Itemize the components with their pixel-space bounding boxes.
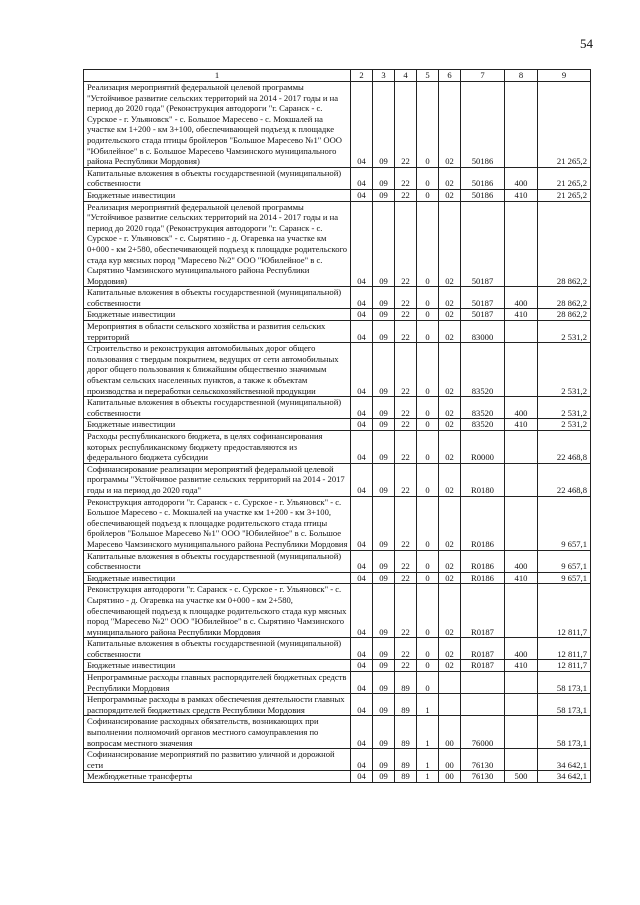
cell-code-3: 09 <box>373 584 395 638</box>
row-description: Софинансирование расходных обязательств, возникающих при выполнении полномочий органов местного самоуправления по вопросам местного значения <box>84 716 351 749</box>
cell-code-6: 02 <box>439 167 461 189</box>
row-description: Бюджетные инвестиции <box>84 660 351 672</box>
cell-code-5: 0 <box>417 550 439 572</box>
header-row <box>84 70 591 82</box>
cell-amount: 28 862,2 <box>538 287 591 309</box>
cell-code-6: 02 <box>439 343 461 397</box>
cell-code-7: R0187 <box>461 584 505 638</box>
cell-code-2: 04 <box>351 660 373 672</box>
cell-code-6: 02 <box>439 419 461 431</box>
cell-amount: 22 468,8 <box>538 431 591 464</box>
cell-code-3: 09 <box>373 309 395 321</box>
table-row <box>84 189 591 201</box>
cell-code-2: 04 <box>351 550 373 572</box>
cell-code-8: 400 <box>505 638 538 660</box>
cell-code-7: R0180 <box>461 463 505 496</box>
cell-code-6: 02 <box>439 431 461 464</box>
cell-code-8 <box>505 496 538 550</box>
cell-code-7: R0187 <box>461 660 505 672</box>
cell-code-8 <box>505 694 538 716</box>
table-row <box>84 584 591 638</box>
cell-code-7: R0000 <box>461 431 505 464</box>
cell-code-4: 89 <box>395 672 417 694</box>
cell-code-2: 04 <box>351 771 373 783</box>
cell-code-2: 04 <box>351 419 373 431</box>
cell-code-3: 09 <box>373 496 395 550</box>
cell-code-3: 09 <box>373 343 395 397</box>
row-description: Капитальные вложения в объекты государственной (муниципальной) собственности <box>84 397 351 419</box>
cell-code-3: 09 <box>373 431 395 464</box>
cell-code-7: R0186 <box>461 550 505 572</box>
cell-amount: 2 531,2 <box>538 343 591 397</box>
cell-code-4: 22 <box>395 431 417 464</box>
cell-code-6: 00 <box>439 749 461 771</box>
cell-code-5: 0 <box>417 496 439 550</box>
cell-code-5: 0 <box>417 584 439 638</box>
budget-table <box>83 69 591 783</box>
cell-code-5: 1 <box>417 716 439 749</box>
cell-code-4: 89 <box>395 694 417 716</box>
table-row <box>84 694 591 716</box>
row-description: Бюджетные инвестиции <box>84 189 351 201</box>
cell-code-2: 04 <box>351 584 373 638</box>
cell-code-7: R0187 <box>461 638 505 660</box>
cell-code-2: 04 <box>351 638 373 660</box>
cell-code-8 <box>505 82 538 168</box>
cell-code-7: 76130 <box>461 749 505 771</box>
cell-code-5: 0 <box>417 463 439 496</box>
cell-code-4: 22 <box>395 167 417 189</box>
cell-amount: 21 265,2 <box>538 167 591 189</box>
table-row <box>84 309 591 321</box>
cell-amount: 21 265,2 <box>538 82 591 168</box>
cell-code-3: 09 <box>373 419 395 431</box>
row-description: Бюджетные инвестиции <box>84 309 351 321</box>
cell-code-8: 400 <box>505 397 538 419</box>
table-row <box>84 572 591 584</box>
table-row <box>84 321 591 343</box>
cell-code-6 <box>439 672 461 694</box>
cell-code-7 <box>461 672 505 694</box>
cell-code-4: 22 <box>395 321 417 343</box>
cell-code-2: 04 <box>351 716 373 749</box>
cell-code-4: 89 <box>395 771 417 783</box>
row-description: Реализация мероприятий федеральной целевой программы "Устойчивое развитие сельских территорий на 2014 - 2017 годы и на период до 2020 года" (Реконструкция автодороги "г. Саранск - с. Сурское - г. Ульяновск" - с. Сырятино - д. Огаревка на участке км 0+000 - км 2+580, обеспечивающей подъезд к площадке родительского стада кур мясных пород "Маресево №2" ООО "Юбилейное" в с. Сырятино Чамзинского муниципального района Республики Мордовия) <box>84 201 351 287</box>
table-row <box>84 82 591 168</box>
cell-code-2: 04 <box>351 189 373 201</box>
cell-code-8 <box>505 343 538 397</box>
cell-code-8 <box>505 201 538 287</box>
cell-code-8 <box>505 431 538 464</box>
cell-code-3: 09 <box>373 749 395 771</box>
row-description: Непрограммные расходы главных распорядителей бюджетных средств Республики Мордовия <box>84 672 351 694</box>
row-description: Капитальные вложения в объекты государственной (муниципальной) собственности <box>84 287 351 309</box>
cell-code-4: 22 <box>395 660 417 672</box>
cell-code-4: 22 <box>395 189 417 201</box>
cell-code-6: 02 <box>439 189 461 201</box>
cell-code-3: 09 <box>373 397 395 419</box>
cell-amount: 28 862,2 <box>538 201 591 287</box>
cell-code-5: 0 <box>417 672 439 694</box>
row-description: Капитальные вложения в объекты государственной (муниципальной) собственности <box>84 550 351 572</box>
cell-amount: 9 657,1 <box>538 550 591 572</box>
cell-code-2: 04 <box>351 496 373 550</box>
cell-code-5: 0 <box>417 167 439 189</box>
cell-code-4: 22 <box>395 82 417 168</box>
cell-code-7: 83520 <box>461 343 505 397</box>
cell-code-6: 02 <box>439 397 461 419</box>
cell-code-2: 04 <box>351 572 373 584</box>
row-description: Бюджетные инвестиции <box>84 572 351 584</box>
table-row <box>84 496 591 550</box>
cell-amount: 2 531,2 <box>538 397 591 419</box>
header-cell: 8 <box>505 70 538 82</box>
cell-code-6: 02 <box>439 463 461 496</box>
cell-code-6: 02 <box>439 201 461 287</box>
header-cell: 7 <box>461 70 505 82</box>
cell-code-7: R0186 <box>461 572 505 584</box>
cell-code-3: 09 <box>373 201 395 287</box>
row-description: Мероприятия в области сельского хозяйства и развития сельских территорий <box>84 321 351 343</box>
cell-code-5: 0 <box>417 321 439 343</box>
cell-code-3: 09 <box>373 660 395 672</box>
cell-code-2: 04 <box>351 694 373 716</box>
cell-code-7: 76000 <box>461 716 505 749</box>
cell-code-5: 1 <box>417 771 439 783</box>
cell-code-4: 22 <box>395 572 417 584</box>
table-row <box>84 201 591 287</box>
cell-code-4: 89 <box>395 716 417 749</box>
cell-code-6: 00 <box>439 716 461 749</box>
cell-code-8: 400 <box>505 287 538 309</box>
row-description: Реконструкция автодороги "г. Саранск - с. Сурское - г. Ульяновск" - с. Сырятино - д. Огаревка на участке км 0+000 - км 2+580, обеспечивающей подъезд к площадке родительского стада кур мясных пород "Маресево №2" ООО "Юбилейное" в с. Сырятино Чамзинского муниципального района Республики Мордовия <box>84 584 351 638</box>
cell-code-7: 50186 <box>461 189 505 201</box>
cell-code-4: 22 <box>395 463 417 496</box>
cell-amount: 22 468,8 <box>538 463 591 496</box>
cell-code-7: 83520 <box>461 397 505 419</box>
cell-code-8 <box>505 463 538 496</box>
cell-code-6: 02 <box>439 321 461 343</box>
cell-amount: 12 811,7 <box>538 660 591 672</box>
cell-code-2: 04 <box>351 672 373 694</box>
cell-code-5: 0 <box>417 309 439 321</box>
cell-code-2: 04 <box>351 397 373 419</box>
cell-code-5: 1 <box>417 749 439 771</box>
cell-code-2: 04 <box>351 463 373 496</box>
cell-amount: 34 642,1 <box>538 771 591 783</box>
cell-code-3: 09 <box>373 638 395 660</box>
table-row <box>84 167 591 189</box>
cell-amount: 58 173,1 <box>538 716 591 749</box>
cell-code-2: 04 <box>351 287 373 309</box>
cell-code-5: 0 <box>417 201 439 287</box>
table-row <box>84 638 591 660</box>
cell-code-6: 02 <box>439 660 461 672</box>
cell-code-5: 0 <box>417 431 439 464</box>
row-description: Капитальные вложения в объекты государственной (муниципальной) собственности <box>84 167 351 189</box>
cell-code-2: 04 <box>351 201 373 287</box>
cell-code-2: 04 <box>351 309 373 321</box>
table-row <box>84 672 591 694</box>
cell-code-4: 22 <box>395 343 417 397</box>
cell-code-8: 410 <box>505 419 538 431</box>
cell-code-4: 89 <box>395 749 417 771</box>
header-cell: 3 <box>373 70 395 82</box>
cell-code-3: 09 <box>373 771 395 783</box>
header-cell: 5 <box>417 70 439 82</box>
cell-code-6: 02 <box>439 287 461 309</box>
cell-code-4: 22 <box>395 550 417 572</box>
row-description: Непрограммные расходы в рамках обеспечения деятельности главных распорядителей бюджетных средств Республики Мордовия <box>84 694 351 716</box>
cell-code-3: 09 <box>373 672 395 694</box>
cell-code-4: 22 <box>395 201 417 287</box>
table-row <box>84 419 591 431</box>
cell-code-8: 410 <box>505 572 538 584</box>
cell-code-3: 09 <box>373 463 395 496</box>
cell-code-5: 0 <box>417 638 439 660</box>
cell-code-6: 02 <box>439 638 461 660</box>
cell-code-6: 02 <box>439 550 461 572</box>
cell-code-4: 22 <box>395 287 417 309</box>
cell-amount: 12 811,7 <box>538 584 591 638</box>
cell-code-4: 22 <box>395 584 417 638</box>
cell-code-5: 0 <box>417 189 439 201</box>
cell-code-8: 410 <box>505 309 538 321</box>
row-description: Софинансирование мероприятий по развитию уличной и дорожной сети <box>84 749 351 771</box>
cell-code-2: 04 <box>351 82 373 168</box>
cell-code-8: 400 <box>505 167 538 189</box>
cell-code-7: 83000 <box>461 321 505 343</box>
cell-code-7: 50186 <box>461 167 505 189</box>
table-row <box>84 431 591 464</box>
header-cell: 4 <box>395 70 417 82</box>
cell-code-6: 02 <box>439 572 461 584</box>
cell-code-4: 22 <box>395 496 417 550</box>
row-description: Реконструкция автодороги "г. Саранск - с. Сурское - г. Ульяновск" - с. Большое Маресево - с. Мокшалей на участке км 1+200 - км 3+100, обеспечивающей подъезд к площадке родительского стада птицы бройлеров "Большое Маресево №1" ООО "Юбилейное" в с. Большое Маресево Чамзинского муниципального района Республики Мордовия <box>84 496 351 550</box>
row-description: Бюджетные инвестиции <box>84 419 351 431</box>
cell-code-5: 0 <box>417 82 439 168</box>
row-description: Реализация мероприятий федеральной целевой программы "Устойчивое развитие сельских территорий на 2014 - 2017 годы и на период до 2020 года" (Реконструкция автодороги "г. Саранск - с. Сурское - г. Ульяновск" - с. Большое Маресево - с. Мокшалей на участке км 1+200 - км 3+100, обеспечивающей подъезд к площадке родительского стада птицы бройлеров "Большое Маресево №1" ООО "Юбилейное" в с. Большое Маресево Чамзинского муниципального района Республики Мордовия) <box>84 82 351 168</box>
cell-code-6: 02 <box>439 309 461 321</box>
table-row <box>84 397 591 419</box>
table-row <box>84 463 591 496</box>
table-row <box>84 287 591 309</box>
cell-code-8: 500 <box>505 771 538 783</box>
cell-code-8 <box>505 321 538 343</box>
cell-code-5: 1 <box>417 694 439 716</box>
cell-code-4: 22 <box>395 397 417 419</box>
cell-amount: 58 173,1 <box>538 672 591 694</box>
table-row <box>84 660 591 672</box>
cell-code-2: 04 <box>351 167 373 189</box>
cell-code-7: 76130 <box>461 771 505 783</box>
cell-code-7 <box>461 694 505 716</box>
cell-code-3: 09 <box>373 694 395 716</box>
cell-code-8 <box>505 716 538 749</box>
header-cell: 6 <box>439 70 461 82</box>
cell-code-6: 02 <box>439 82 461 168</box>
row-description: Строительство и реконструкция автомобильных дорог общего пользования с твердым покрытием, ведущих от сети автомобильных дорог общего пользования к ближайшим общественно значимым объектам сельских населенных пунктов, а также к объектам производства и переработки сельскохозяйственной продукции <box>84 343 351 397</box>
cell-amount: 28 862,2 <box>538 309 591 321</box>
cell-code-3: 09 <box>373 321 395 343</box>
cell-code-7: 50187 <box>461 287 505 309</box>
cell-amount: 2 531,2 <box>538 419 591 431</box>
cell-amount: 9 657,1 <box>538 496 591 550</box>
cell-code-7: 50187 <box>461 201 505 287</box>
cell-code-6: 00 <box>439 771 461 783</box>
cell-code-8: 400 <box>505 550 538 572</box>
cell-code-5: 0 <box>417 660 439 672</box>
row-description: Межбюджетные трансферты <box>84 771 351 783</box>
cell-amount: 12 811,7 <box>538 638 591 660</box>
table-row <box>84 771 591 783</box>
cell-code-3: 09 <box>373 167 395 189</box>
header-cell: 2 <box>351 70 373 82</box>
cell-amount: 21 265,2 <box>538 189 591 201</box>
cell-code-3: 09 <box>373 189 395 201</box>
cell-amount: 9 657,1 <box>538 572 591 584</box>
row-description: Расходы республиканского бюджета, в целях софинансирования которых республиканскому бюджету предоставляются из федерального бюджета субсидии <box>84 431 351 464</box>
table-row <box>84 716 591 749</box>
cell-code-3: 09 <box>373 287 395 309</box>
cell-code-8 <box>505 749 538 771</box>
cell-code-4: 22 <box>395 638 417 660</box>
cell-code-3: 09 <box>373 82 395 168</box>
table-row <box>84 749 591 771</box>
cell-amount: 34 642,1 <box>538 749 591 771</box>
cell-code-8: 410 <box>505 660 538 672</box>
cell-code-2: 04 <box>351 749 373 771</box>
row-description: Софинансирование реализации мероприятий федеральной целевой программы "Устойчивое развитие сельских территорий на 2014 - 2017 годы и на период до 2020 года" <box>84 463 351 496</box>
cell-code-6: 02 <box>439 584 461 638</box>
cell-code-8: 410 <box>505 189 538 201</box>
cell-code-6: 02 <box>439 496 461 550</box>
cell-code-7: 50186 <box>461 82 505 168</box>
cell-code-5: 0 <box>417 343 439 397</box>
cell-code-5: 0 <box>417 287 439 309</box>
table-row <box>84 343 591 397</box>
cell-code-5: 0 <box>417 419 439 431</box>
cell-code-7: 50187 <box>461 309 505 321</box>
cell-code-3: 09 <box>373 716 395 749</box>
cell-amount: 2 531,2 <box>538 321 591 343</box>
cell-code-2: 04 <box>351 321 373 343</box>
table-row <box>84 550 591 572</box>
cell-code-7: R0186 <box>461 496 505 550</box>
row-description: Капитальные вложения в объекты государственной (муниципальной) собственности <box>84 638 351 660</box>
cell-code-4: 22 <box>395 419 417 431</box>
cell-code-8 <box>505 584 538 638</box>
cell-code-7: 83520 <box>461 419 505 431</box>
cell-code-5: 0 <box>417 397 439 419</box>
cell-code-5: 0 <box>417 572 439 584</box>
header-cell: 1 <box>84 70 351 82</box>
header-cell: 9 <box>538 70 591 82</box>
page-number: 54 <box>580 36 593 51</box>
cell-code-6 <box>439 694 461 716</box>
cell-code-8 <box>505 672 538 694</box>
cell-code-4: 22 <box>395 309 417 321</box>
cell-amount: 58 173,1 <box>538 694 591 716</box>
cell-code-2: 04 <box>351 431 373 464</box>
cell-code-3: 09 <box>373 550 395 572</box>
cell-code-2: 04 <box>351 343 373 397</box>
cell-code-3: 09 <box>373 572 395 584</box>
